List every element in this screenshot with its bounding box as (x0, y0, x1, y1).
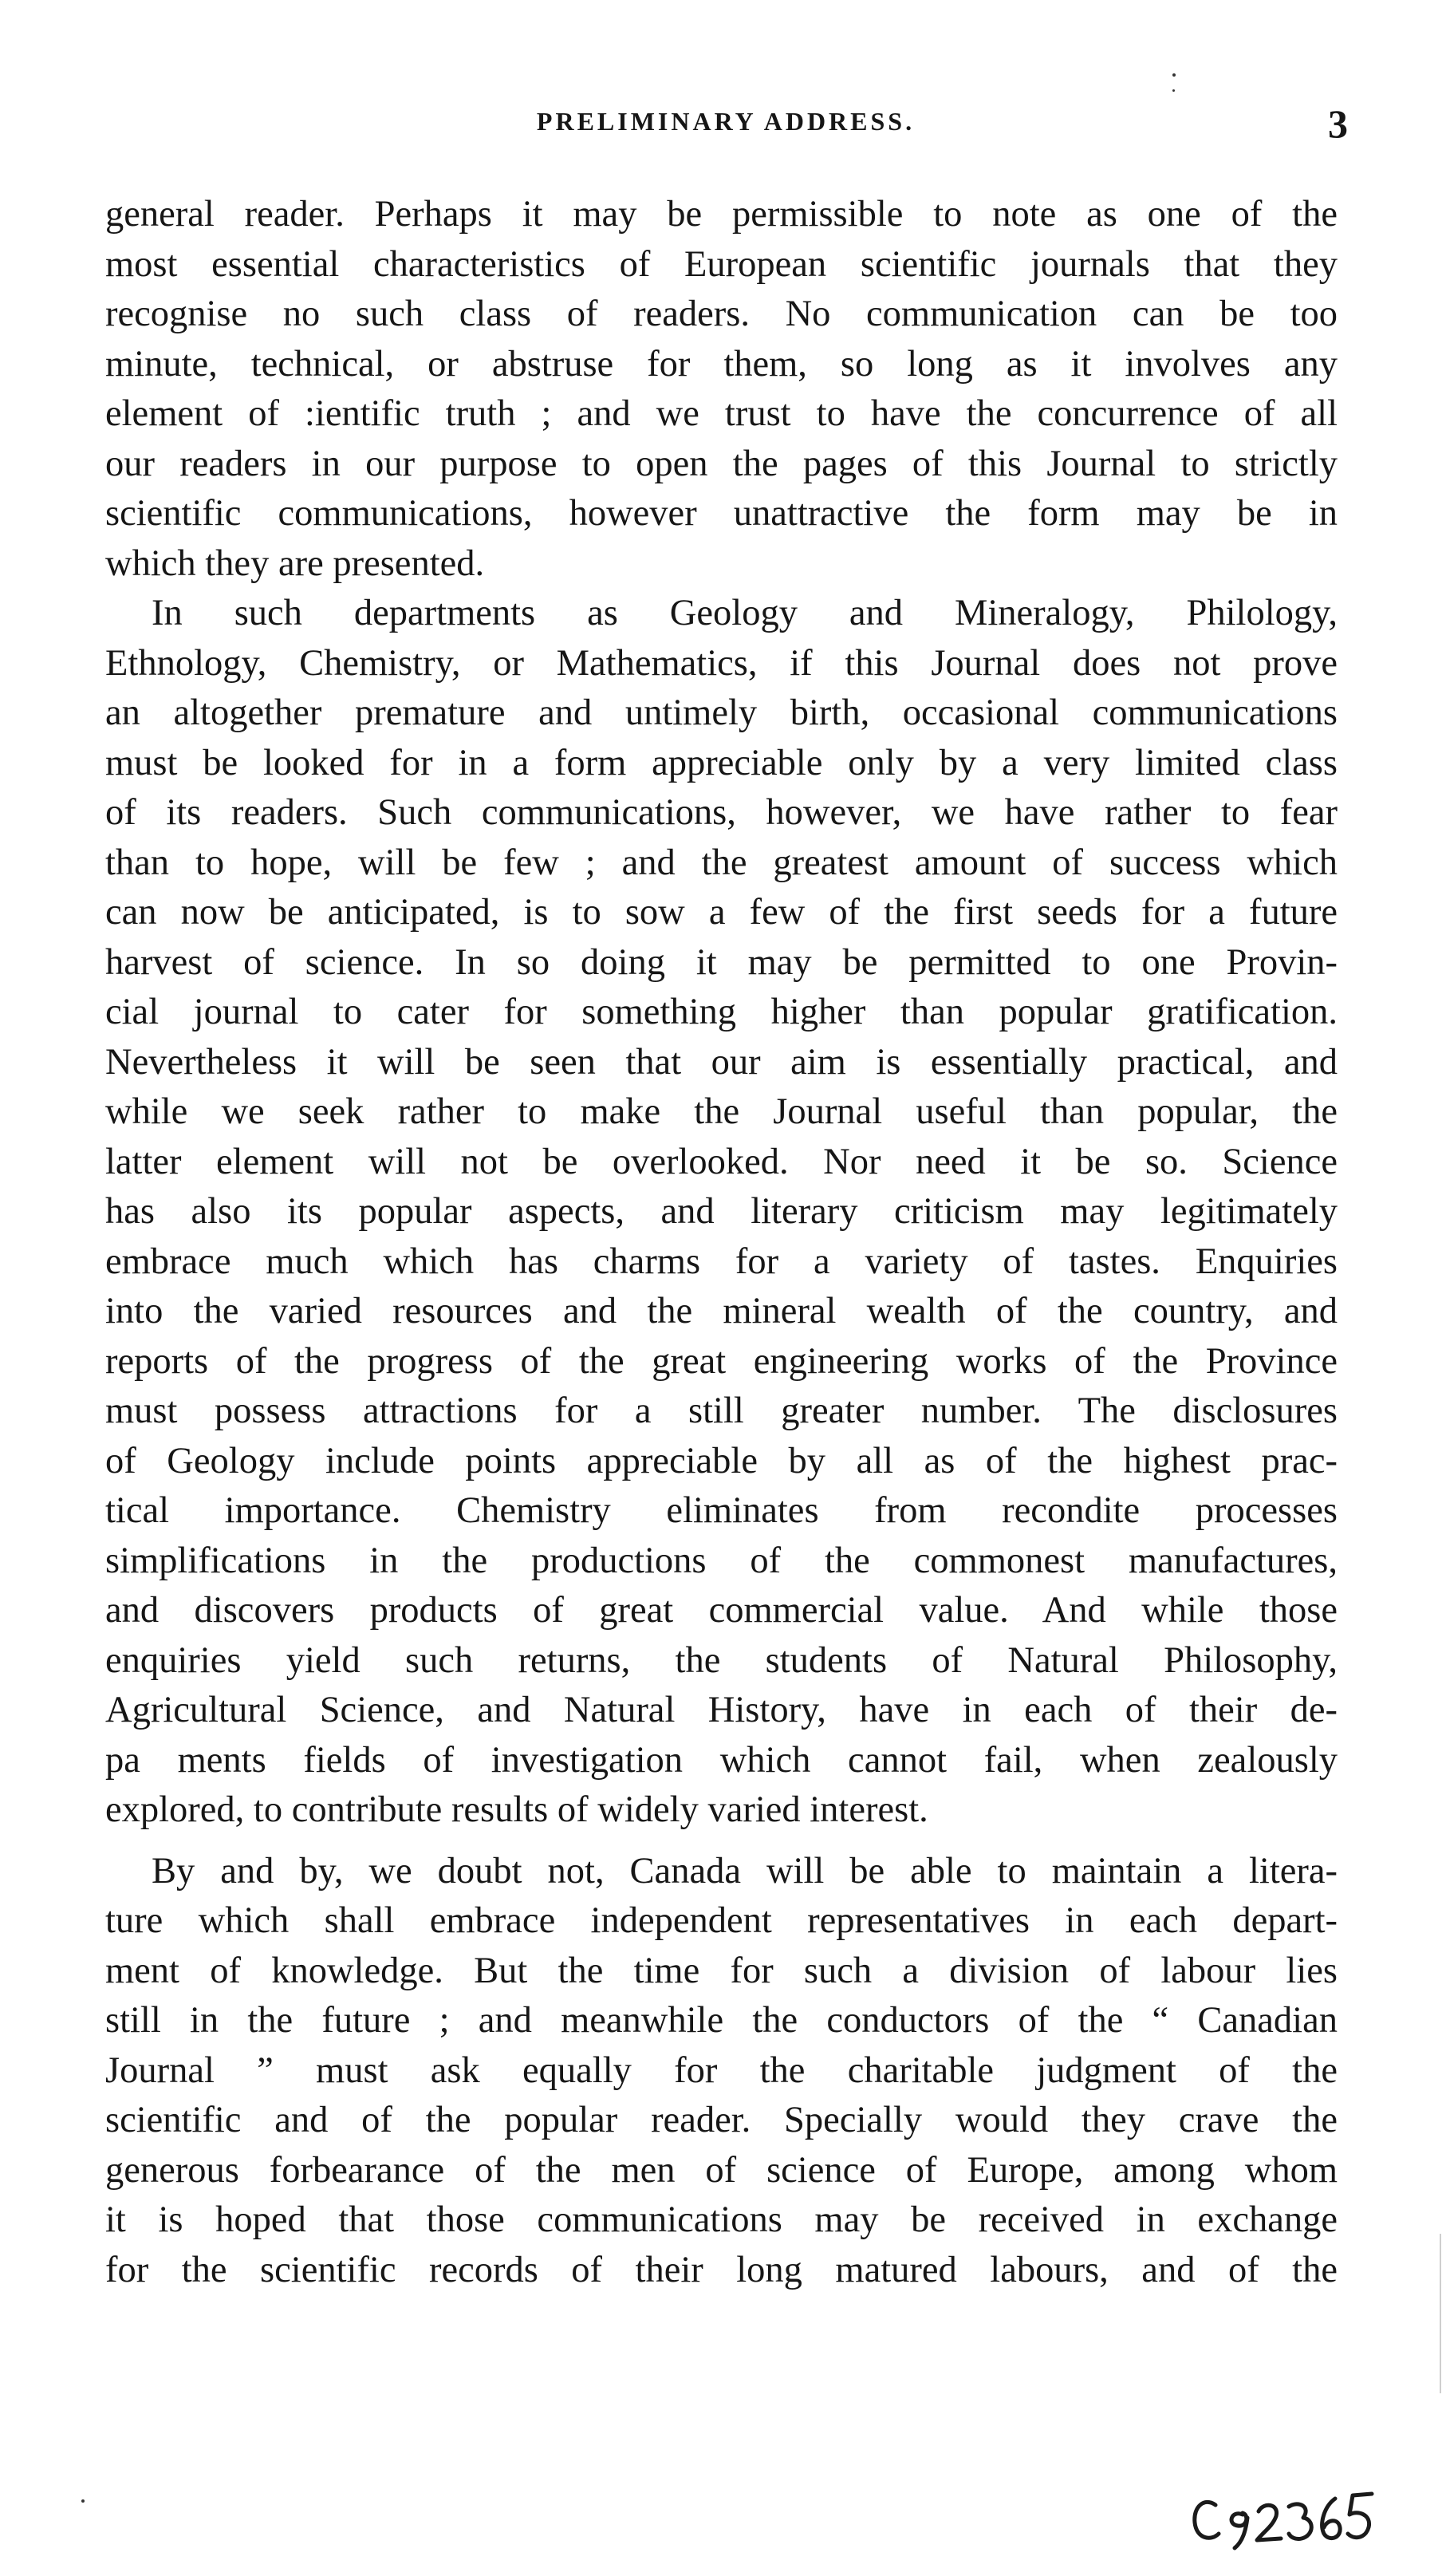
handwritten-catalog-number (1187, 2483, 1378, 2554)
text-line: must be looked for in a form appreciable only by a very limited class (105, 742, 1338, 783)
text-line: ture which shall embrace independent representatives in each depart- (105, 1900, 1338, 1941)
text-line: scientific and of the popular reader. Specially would they crave the (105, 2100, 1338, 2140)
text-line: reports of the progress of the great engineering works of the Province (105, 1340, 1338, 1382)
running-title: PRELIMINARY ADDRESS. (536, 107, 916, 136)
text-line: cial journal to cater for something higher than popular gratification. (105, 992, 1338, 1032)
paragraph-1 (105, 190, 1338, 589)
text-line: general reader. Perhaps it may be permissible to note as one of the (105, 194, 1338, 235)
paragraph-2 (105, 589, 1338, 1836)
text-line: than to hope, will be few ; and the greatest amount of success which (105, 842, 1338, 883)
running-head (104, 101, 1348, 155)
text-line: ment of knowledge. But the time for such a division of labour lies (105, 1950, 1338, 1991)
ink-speck (1172, 89, 1175, 92)
text-line: our readers in our purpose to open the pages of this Journal to strictly (105, 443, 1338, 484)
text-line: tical importance. Chemistry eliminates from recondite processes (105, 1490, 1338, 1531)
text-line: scientific communications, however unattractive the form may be in (105, 493, 1338, 534)
text-line: In such departments as Geology and Mineralogy, Philology, (152, 593, 1338, 633)
text-line: Agricultural Science, and Natural History, have in each of their de- (105, 1690, 1338, 1730)
text-line: minute, technical, or abstruse for them, so long as it involves any (105, 343, 1338, 385)
text-line: pa ments fields of investigation which cannot fail, when zealously (105, 1739, 1338, 1781)
text-line: Journal ” must ask equally for the charitable judgment of the (105, 2049, 1338, 2091)
text-line: simplifications in the productions of the commonest manufactures, (105, 1540, 1338, 1581)
text-line: while we seek rather to make the Journal useful than popular, the (105, 1091, 1338, 1132)
text-line: most essential characteristics of European scientific journals that they (105, 243, 1338, 285)
text-line: embrace much which has charms for a variety of tastes. Enquiries (105, 1241, 1338, 1282)
handwritten-mark-icon (1187, 2483, 1378, 2554)
body-text (105, 190, 1338, 2295)
text-line: recognise no such class of readers. No communication can be too (105, 294, 1338, 334)
text-line: must possess attractions for a still greater number. The disclosures (105, 1391, 1338, 1431)
text-line: can now be anticipated, is to sow a few of the first seeds for a future (105, 892, 1338, 933)
text-line: generous forbearance of the men of science of Europe, among whom (105, 2149, 1338, 2191)
text-line: it is hoped that those communications may be received in exchange (105, 2199, 1338, 2240)
text-line: enquiries yield such returns, the students of Natural Philosophy, (105, 1639, 1338, 1681)
scan-edge-line (1440, 2234, 1441, 2393)
text-line: By and by, we doubt not, Canada will be able to maintain a litera- (152, 1850, 1338, 1892)
text-line: explored, to contribute results of widely varied interest. (105, 1789, 928, 1830)
text-line: Nevertheless it will be seen that our aim is essentially practical, and (105, 1041, 1338, 1083)
text-line: of Geology include points appreciable by all as of the highest prac- (105, 1440, 1338, 1481)
text-line: still in the future ; and meanwhile the conductors of the “ Canadian (105, 2000, 1338, 2041)
text-line: and discovers products of great commercial value. And while those (105, 1590, 1338, 1631)
ink-speck (81, 2499, 85, 2503)
text-line: of its readers. Such communications, however, we have rather to fear (105, 792, 1338, 833)
text-line: harvest of science. In so doing it may be permitted to one Provin- (105, 941, 1338, 983)
text-line: latter element will not be overlooked. Nor need it be so. Science (105, 1141, 1338, 1182)
page-number: 3 (1328, 101, 1348, 146)
paragraph-3 (105, 1847, 1338, 2296)
text-line: has also its popular aspects, and literary criticism may legitimately (105, 1191, 1338, 1232)
text-line: an altogether premature and untimely birth, occasional communications (105, 692, 1338, 733)
text-line: into the varied resources and the mineral wealth of the country, and (105, 1291, 1338, 1331)
text-line: which they are presented. (105, 542, 485, 584)
text-line: Ethnology, Chemistry, or Mathematics, if this Journal does not prove (105, 642, 1338, 684)
text-line: element of :ientific truth ; and we trust to have the concurrence of all (105, 393, 1338, 434)
ink-speck (1172, 73, 1176, 77)
text-line: for the scientific records of their long matured labours, and of the (105, 2249, 1338, 2290)
